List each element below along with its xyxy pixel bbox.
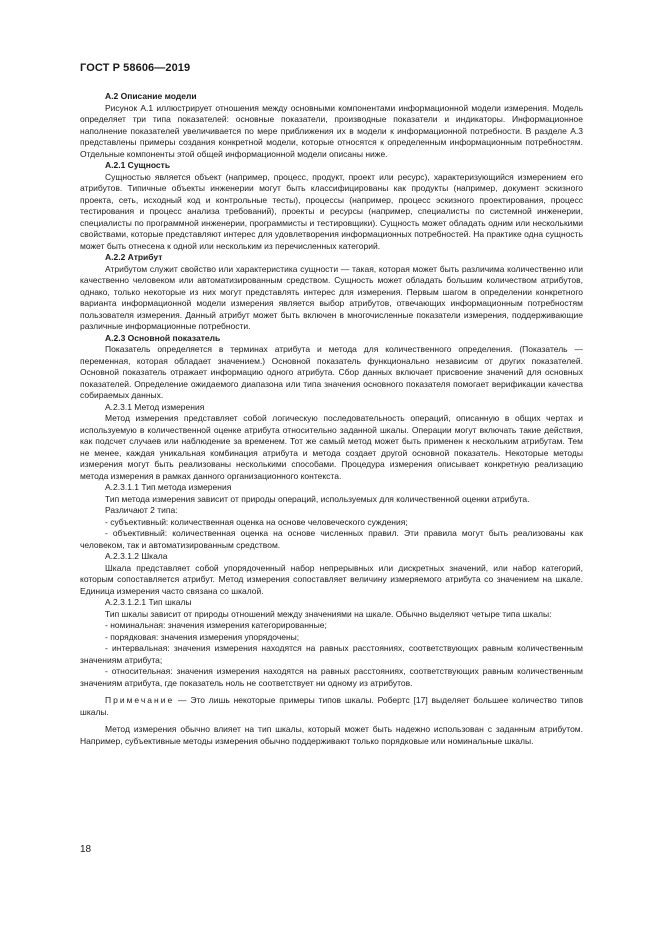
- section-title-a21: А.2.1 Сущность: [105, 160, 171, 170]
- list-item: - относительная: значения измерения находятся на равных расстояниях, соответствующих равным количественным значениям атрибута, где показатель ноль не соответствует ни одному из атрибутов.: [80, 666, 583, 688]
- list-item: - объективный: количественная оценка на основе численных правил. Эти правила могут быть реализованы как человеком, так и автоматизированным средством.: [80, 528, 583, 550]
- note-text: — Это лишь некоторые примеры типов шкалы. Робертс [17] выделяет большее количество типов шкалы.: [80, 695, 583, 717]
- paragraph-a23: Показатель определяется в терминах атрибута и метода для количественного определения. (Показатель — переменная, которая обладает значением.) Основной показатель функционально независим от других показателей. Основной показатель отражает информацию одного атрибута. Сбор данных включает присвоение значений для основных показателей. Определение ожидаемого диапазона или типа значения основного показателя помогает верификации качества собираемых данных.: [80, 344, 583, 400]
- paragraph-a2311: Тип метода измерения зависит от природы операций, используемых для количественной оценки атрибута.: [105, 493, 530, 504]
- document-header: ГОСТ Р 58606—2019: [80, 62, 191, 74]
- paragraph-intro: Рисунок А.1 иллюстрирует отношения между основными компонентами информационной модели измерения. Модель определяет три типа показателей: основные показатели, производные показатели и индикаторы. Информационное наполнение показателей увеличивается по мере приближения их в модели к информационной потребности. В разделе А.3 представлены примеры создания конкретной модели, которые относятся к определенным информационным потребностям. Отдельные компоненты этой общей информационной модели описаны ниже.: [80, 102, 583, 159]
- document-body: [80, 91, 583, 747]
- list-item: - субъективный: количественная оценка на основе человеческого суждения;: [105, 516, 408, 527]
- paragraph-a23121: Тип шкалы зависит от природы отношений между значениями на шкале. Обычно выделяют четыре типа шкалы:: [105, 608, 552, 619]
- section-title-a231: А.2.3.1 Метод измерения: [105, 401, 205, 412]
- section-title-a23: А.2.3 Основной показатель: [105, 332, 221, 343]
- section-title-a2311: А.2.3.1.1 Тип метода измерения: [105, 482, 232, 492]
- note: [80, 695, 583, 718]
- section-title-a22: А.2.2 Атрибут: [105, 252, 163, 262]
- paragraph-a22: Атрибутом служит свойство или характеристика сущности — такая, которая может быть различима количественно или качественно человеком или автоматизированным средством. Сущность может обладать большим количеством атрибутов, однако, только некоторые из них могут представлять интерес для измерения. Первым шагом в определении конкретного варианта информационной модели измерения является выбор атрибутов, отвечающих информационным потребностям пользователя измерения. Данный атрибут может быть включен в многочисленные показатели измерения, поддерживающие различные информационные потребности.: [80, 263, 583, 331]
- page-number: 18: [80, 844, 92, 855]
- list-lead-a2311: Различают 2 типа:: [105, 505, 178, 515]
- list-item: - порядковая: значения измерения упорядочены;: [105, 631, 300, 642]
- section-title-a23121: А.2.3.1.2.1 Тип шкалы: [105, 597, 192, 607]
- paragraph-a231: Метод измерения представляет собой логическую последовательность операций, описанную в общих чертах и используемую в количественной оценке атрибута относительно заданной шкалы. Операции могут включать такие действия, как подсчет случаев или наблюдение за временем. Тот же самый метод может быть применен к нескольким атрибутам. Тем не менее, каждая уникальная комбинация атрибута и метода создает другой основной показатель. Некоторые методы измерения могут быть реализованы несколькими способами. Процедура измерения описывает конкретную реализацию метода измерения в рамках данного организационного контекста.: [80, 413, 583, 481]
- paragraph-a2312: Шкала представляет собой упорядоченный набор непрерывных или дискретных значений, или набор категорий, которым сопоставляется атрибут. Метод измерения сопоставляет величину измеряемого атрибута со значением на шкале. Единица измерения часто связана со шкалой.: [80, 562, 583, 596]
- section-title-a2: А.2 Описание модели: [105, 91, 197, 101]
- list-item: - интервальная: значения измерения находятся на равных расстояниях, соответствующих равным количественным значениям атрибута;: [80, 643, 583, 665]
- section-title-a2312: А.2.3.1.2 Шкала: [105, 551, 168, 561]
- note-label: Примечание: [105, 695, 175, 705]
- paragraph-closing: Метод измерения обычно влияет на тип шкалы, который может быть надежно использован с заданным атрибутом. Например, субъективные методы измерения обычно поддерживают только порядковые или номинальные шкалы.: [80, 724, 583, 746]
- paragraph-a21: Сущностью является объект (например, процесс, продукт, проект или ресурс), характеризующийся измерением его атрибутов. Типичные объекты инженерии могут быть классифицированы как продукты (например, документ эскизного проекта, сеть, исходный код и контрольные тесты), процессы (например, процесс эскизного проектирования, процесс тестирования и процесс анализа требований), проекты и ресурсы (например, специалисты по системной инженерии, специалисты по программной инженерии, программисты и тестировщики). Сущность может обладать одним или несколькими свойствами, которые представляют интерес для удовлетворения информационных потребностей. На практике одна сущность может быть отнесена к одной или нескольким из перечисленных категорий.: [80, 171, 583, 251]
- list-item: - номинальная: значения измерения категорированные;: [105, 620, 327, 630]
